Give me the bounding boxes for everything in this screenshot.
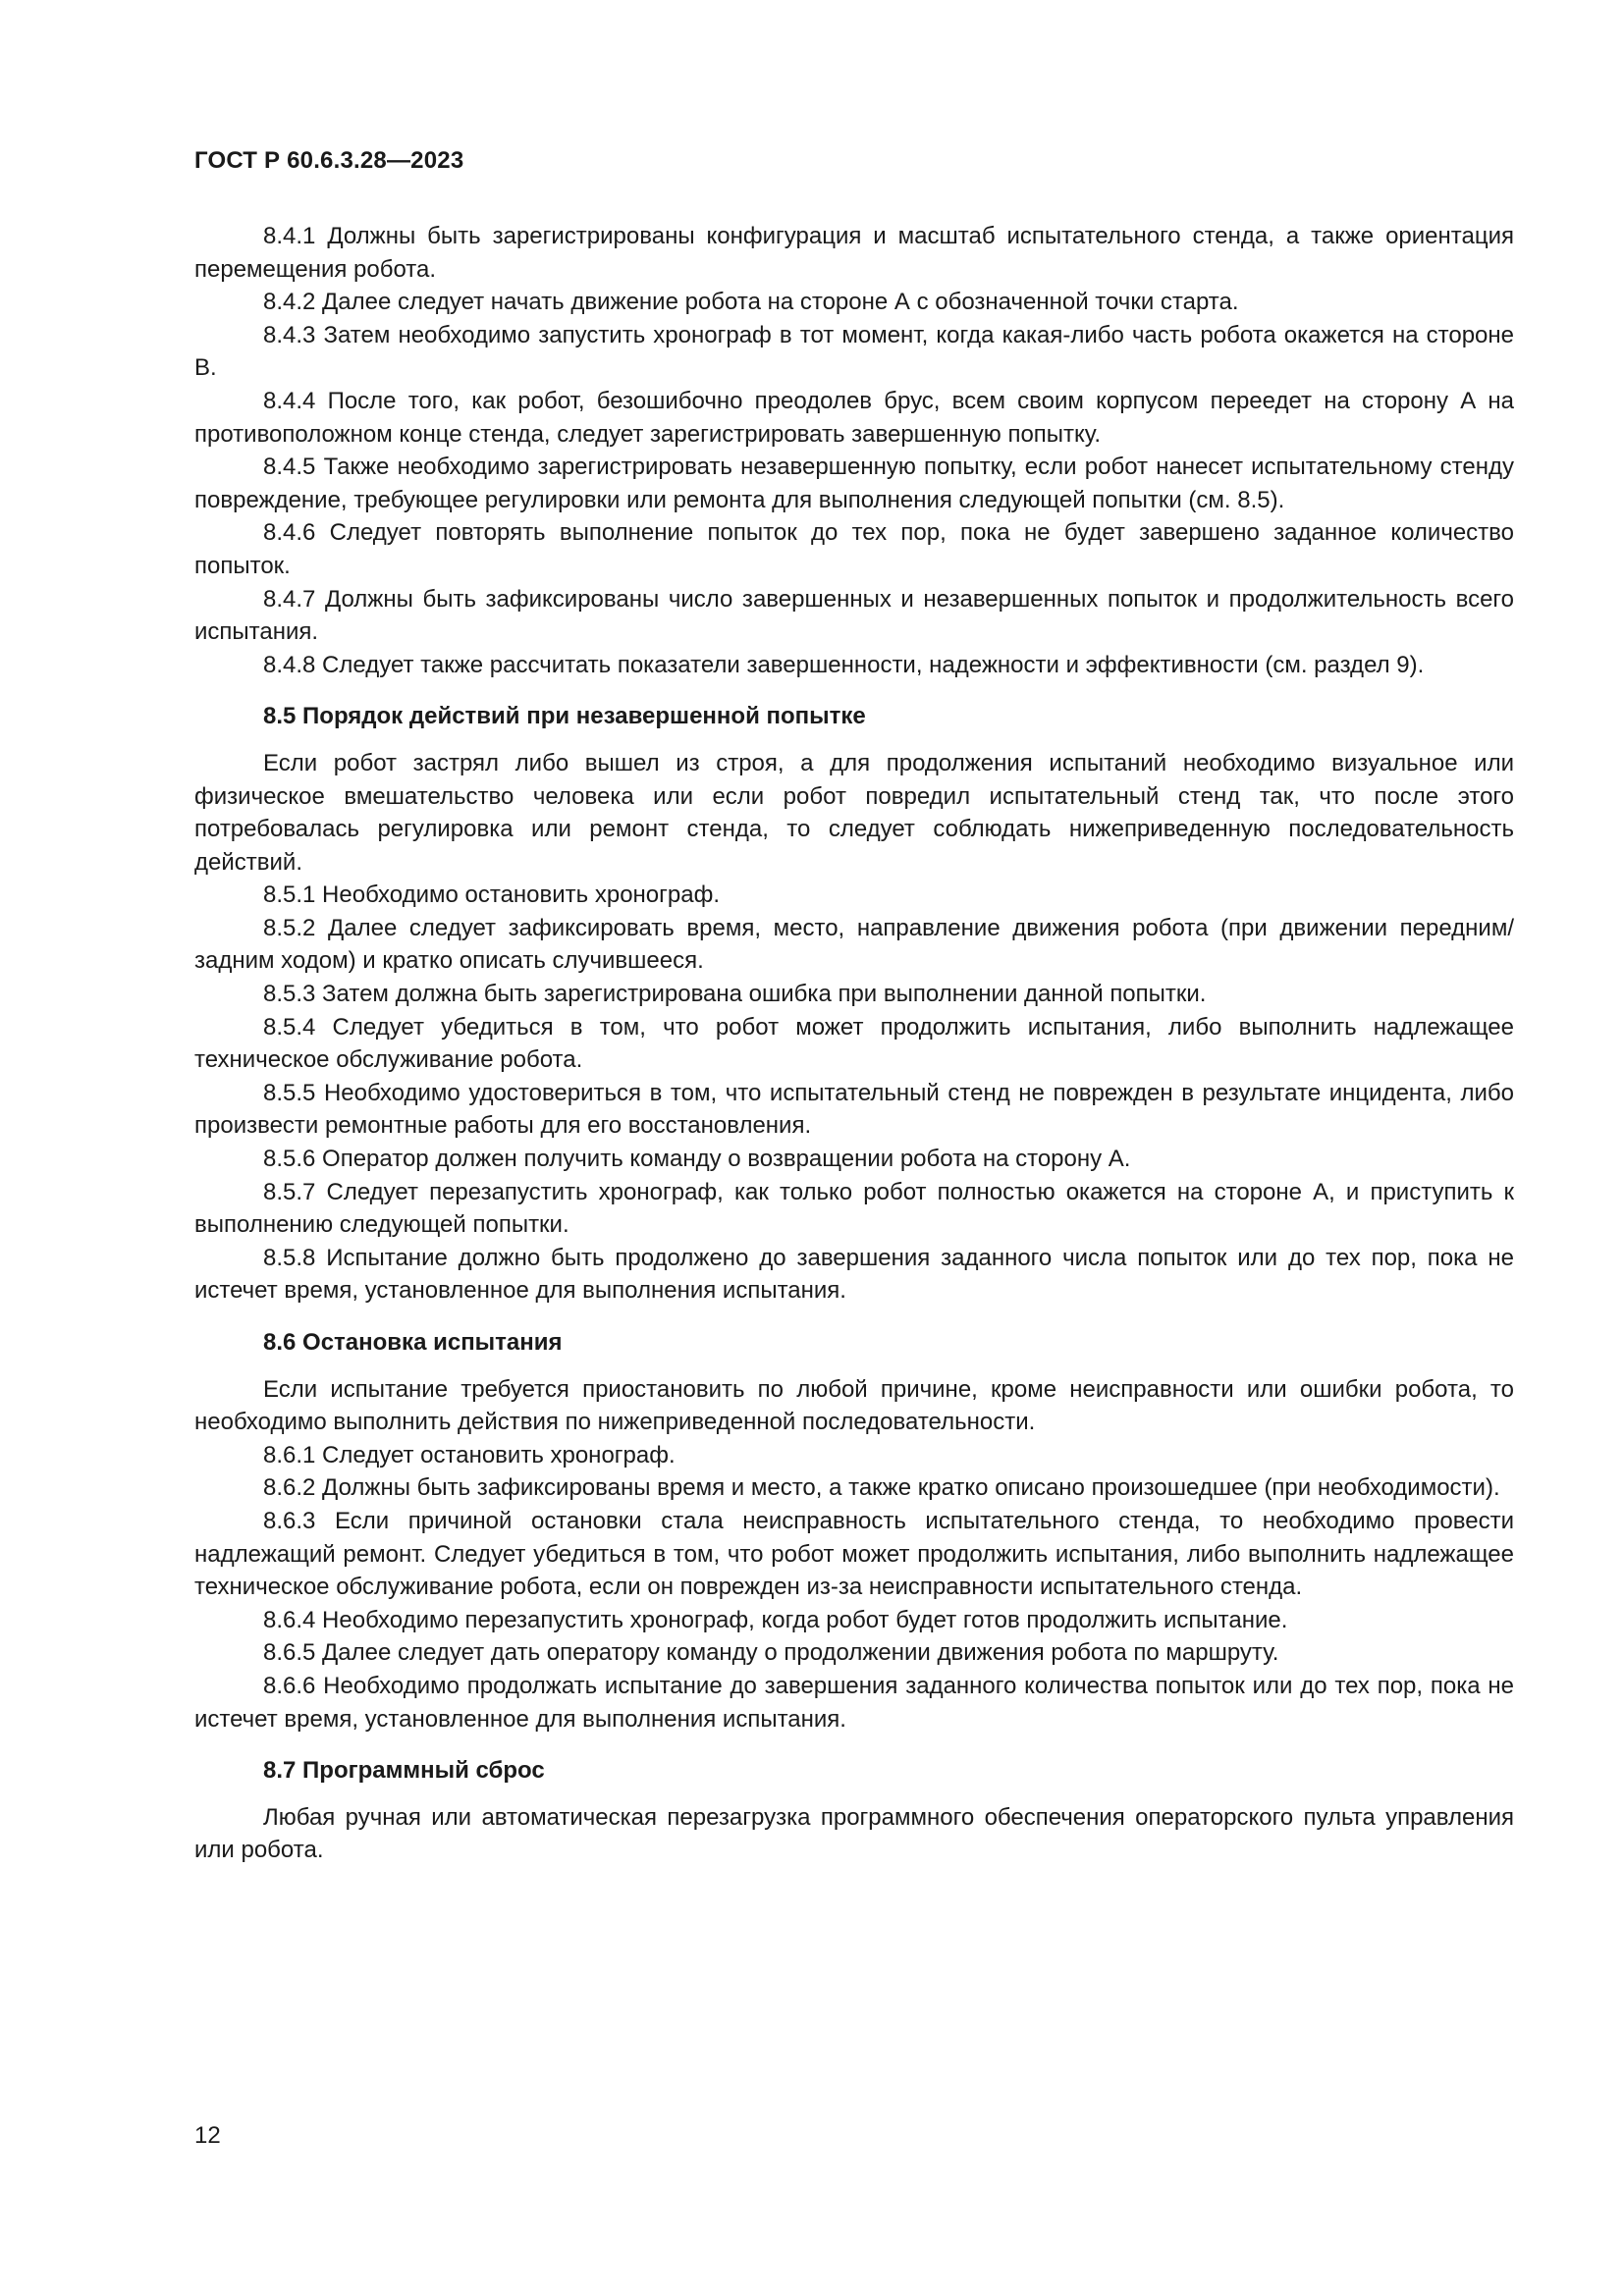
paragraph-8-5-2: 8.5.2 Далее следует зафиксировать время, место, направление движения робота (при движении передним/задним ходом) и кратко описать случившееся. — [194, 914, 1514, 975]
paragraph-8-6-6: 8.6.6 Необходимо продолжать испытание до завершения заданного количества попыток или до тех пор, пока не истечет время, установленное для выполнения испытания. — [194, 1672, 1514, 1733]
paragraph-8-5-6: 8.5.6 Оператор должен получить команду о возвращении робота на сторону А. — [263, 1146, 1131, 1173]
paragraph-8-4-7: 8.4.7 Должны быть зафиксированы число завершенных и незавершенных попыток и продолжительность всего испытания. — [194, 585, 1514, 646]
paragraph-8-5-4: 8.5.4 Следует убедиться в том, что робот может продолжить испытания, либо выполнить надлежащее техническое обслуживание робота. — [194, 1013, 1514, 1074]
paragraph-8-7-intro: Любая ручная или автоматическая перезагрузка программного обеспечения операторского пульта управления или робота. — [194, 1803, 1514, 1864]
paragraph-8-4-8: 8.4.8 Следует также рассчитать показатели завершенности, надежности и эффективности (см. раздел 9). — [263, 651, 1425, 678]
paragraph-8-5-7: 8.5.7 Следует перезапустить хронограф, как только робот полностью окажется на стороне А, и приступить к выполнению следующей попытки. — [194, 1178, 1514, 1239]
page-number: 12 — [194, 2122, 221, 2149]
paragraph-8-4-3: 8.4.3 Затем необходимо запустить хронограф в тот момент, когда какая-либо часть робота окажется на стороне В. — [194, 321, 1514, 382]
paragraph-8-5-intro: Если робот застрял либо вышел из строя, а для продолжения испытаний необходимо визуальное или физическое вмешательство человека или если робот повредил испытательный стенд так, что после этого потребовалась регулировка или ремонт стенда, то следует соблюдать нижеприведенную последовательность действий. — [194, 749, 1514, 876]
paragraph-8-5-8: 8.5.8 Испытание должно быть продолжено до завершения заданного числа попыток или до тех пор, пока не истечет время, установленное для выполнения испытания. — [194, 1244, 1514, 1305]
section-heading-8-7: 8.7 Программный сброс — [263, 1757, 545, 1785]
section-heading-8-5: 8.5 Порядок действий при незавершенной попытке — [263, 703, 866, 730]
paragraph-8-6-2: 8.6.2 Должны быть зафиксированы время и место, а также кратко описано произошедшее (при необходимости). — [263, 1474, 1500, 1502]
paragraph-8-5-1: 8.5.1 Необходимо остановить хронограф. — [263, 881, 720, 909]
paragraph-8-6-1: 8.6.1 Следует остановить хронограф. — [263, 1441, 676, 1468]
paragraph-8-4-4: 8.4.4 После того, как робот, безошибочно преодолев брус, всем своим корпусом переедет на сторону А на противоположном конце стенда, следует зарегистрировать завершенную попытку. — [194, 387, 1514, 448]
paragraph-8-4-1: 8.4.1 Должны быть зарегистрированы конфигурация и масштаб испытательного стенда, а также ориентация перемещения робота. — [194, 223, 1514, 283]
document-header: ГОСТ Р 60.6.3.28—2023 — [194, 147, 464, 174]
paragraph-8-4-6: 8.4.6 Следует повторять выполнение попыток до тех пор, пока не будет завершено заданное количество попыток. — [194, 519, 1514, 579]
section-heading-8-6: 8.6 Остановка испытания — [263, 1329, 563, 1356]
paragraph-8-6-4: 8.6.4 Необходимо перезапустить хронограф, когда робот будет готов продолжить испытание. — [263, 1606, 1288, 1633]
paragraph-8-6-3: 8.6.3 Если причиной остановки стала неисправность испытательного стенда, то необходимо провести надлежащий ремонт. Следует убедиться в том, что робот может продолжить испытания, либо выполнить надлежащее техническое обслуживание робота, если он поврежден из-за неисправности испытательного стенда. — [194, 1507, 1514, 1601]
paragraph-8-4-5: 8.4.5 Также необходимо зарегистрировать незавершенную попытку, если робот нанесет испытательному стенду повреждение, требующее регулировки или ремонта для выполнения следующей попытки (см. 8.5). — [194, 454, 1514, 513]
paragraph-8-5-3: 8.5.3 Затем должна быть зарегистрирована ошибка при выполнении данной попытки. — [263, 981, 1207, 1008]
paragraph-8-6-intro: Если испытание требуется приостановить по любой причине, кроме неисправности или ошибки робота, то необходимо выполнить действия по нижеприведенной последовательности. — [194, 1375, 1514, 1436]
paragraph-8-6-5: 8.6.5 Далее следует дать оператору команду о продолжении движения робота по маршруту. — [263, 1639, 1279, 1667]
document-body — [194, 220, 1514, 1867]
paragraph-8-5-5: 8.5.5 Необходимо удостовериться в том, что испытательный стенд не поврежден в результате инцидента, либо произвести ремонтные работы для его восстановления. — [194, 1079, 1514, 1140]
paragraph-8-4-2: 8.4.2 Далее следует начать движение робота на стороне А с обозначенной точки старта. — [263, 289, 1239, 316]
